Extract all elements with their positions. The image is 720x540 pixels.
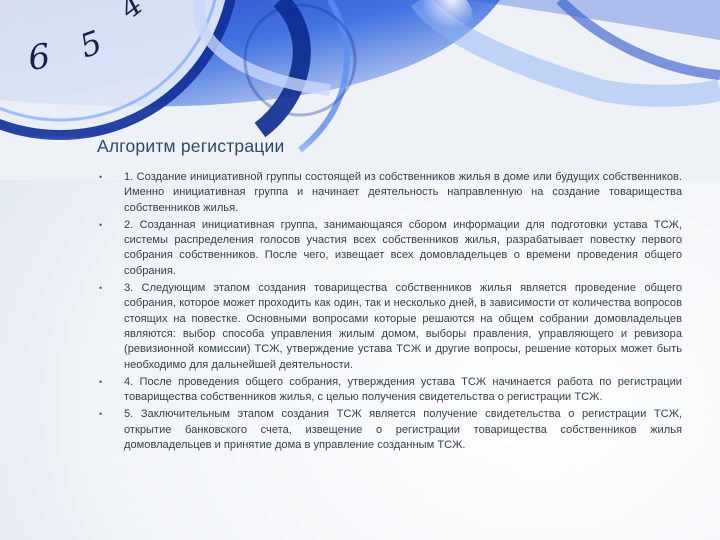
list-item — [96, 407, 682, 453]
list-item — [96, 170, 682, 216]
list-item — [96, 375, 682, 406]
step-text: 4. После проведения общего собрания, утверждения устава ТСЖ начинается работа по регистрации товарищества собственников жилья, с целью получения свидетельства о регистрации ТСЖ. — [124, 375, 682, 404]
bullet-marker: • — [99, 172, 103, 182]
step-text: 2. Созданная инициативная группа, занимающаяся сбором информации для подготовки устава ТСЖ, системы распределения голосов участия всех собственников жилья, разрабатывает повестку первого собрания собственников. После чего, извещает всех домовладельцев о времени проведения общего собрания. — [124, 218, 682, 277]
algorithm-steps-list — [96, 170, 682, 455]
bullet-marker: • — [99, 219, 103, 230]
step-text: 5. Заключительным этапом создания ТСЖ является получение свидетельства о регистрации ТСЖ, открытие банковского счета, извещение о регистрации товарищества собственников жилья домовладельцев и принятие дома в управление созданным ТСЖ. — [124, 408, 682, 452]
bullet-marker: • — [99, 376, 103, 387]
list-item — [96, 281, 682, 373]
bullet-marker: • — [99, 283, 103, 294]
bullet-marker: • — [99, 409, 103, 420]
step-text: 3. Следующим этапом создания товарищества собственников жилья является проведение общего собрания, которое может проходить как один, так и несколько дней, в зависимости от количества вопросов стоящих на повестке. Основными вопросами которые решаются на общем собрании домовладельцев являются: выбор способа управления жилым домом, выборы правления, управляющего и ревизора (ревизионной комиссии) ТСЖ, утверждение устава ТСЖ и другие вопросы, решение которых может быть необходимо для дальнейшей деятельности. — [124, 282, 682, 371]
slide-title: Алгоритм регистрации — [97, 136, 285, 156]
list-item — [96, 218, 682, 279]
step-text: 1. Создание инициативной группы состоящей из собственников жилья в доме или будущих собственников. Именно инициативная группа и начинает деятельность направленную на создание товарищества собственников жилья. — [124, 171, 682, 214]
